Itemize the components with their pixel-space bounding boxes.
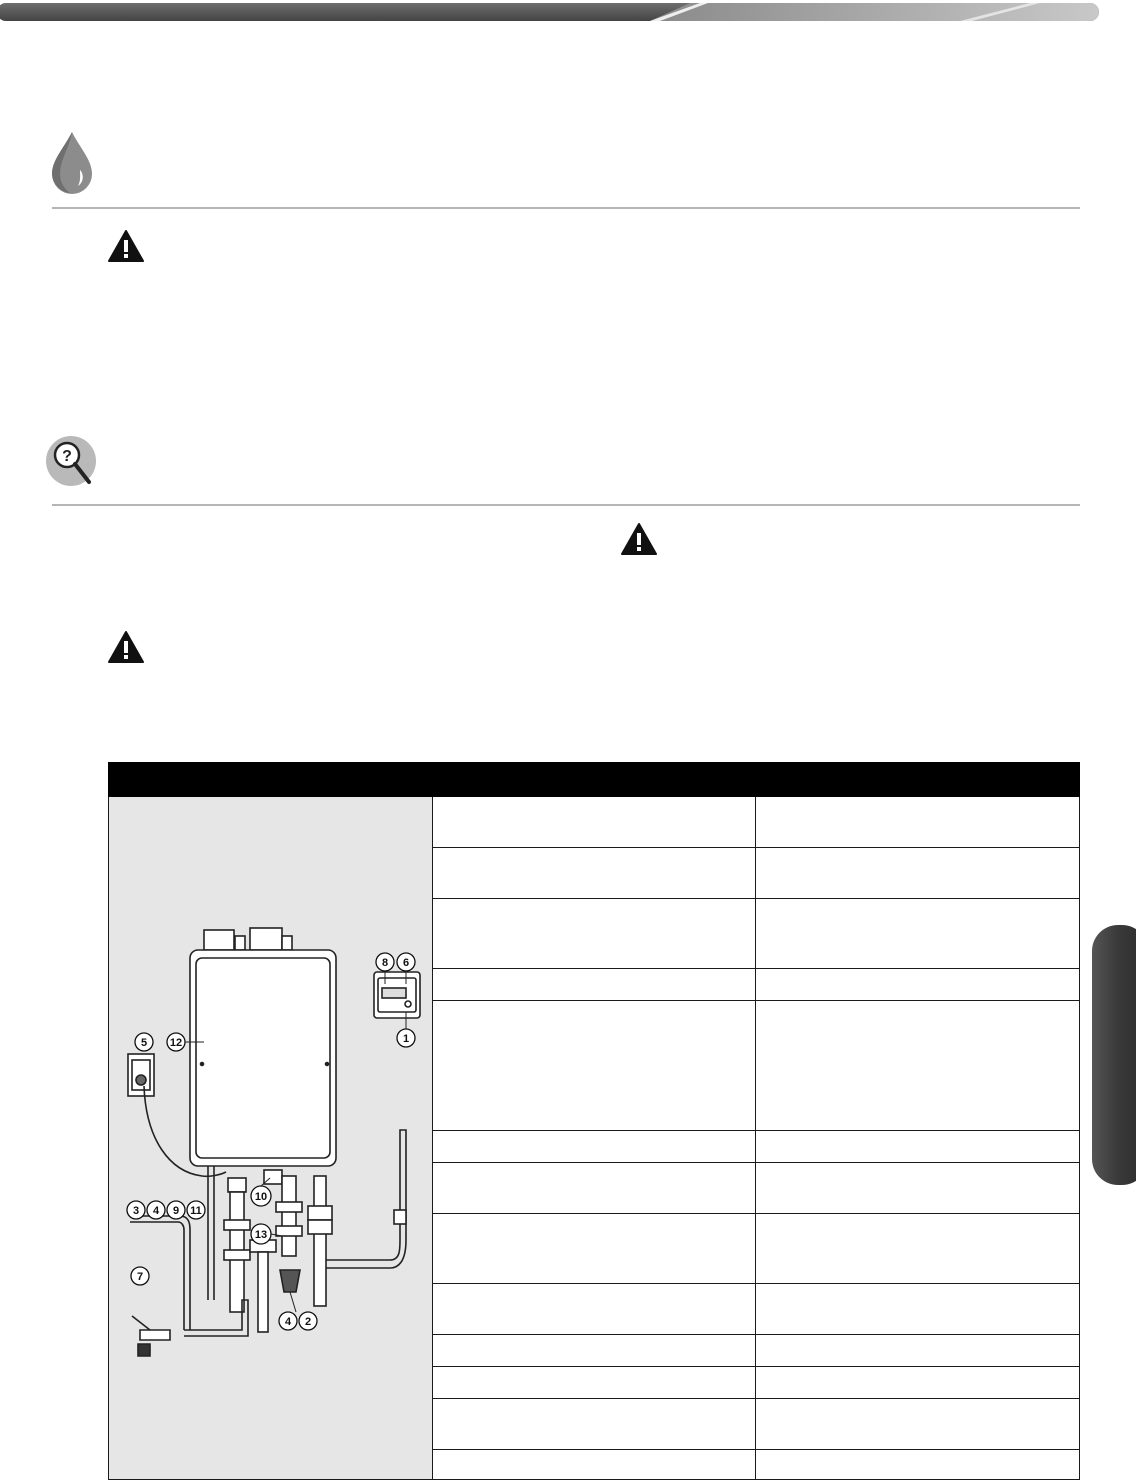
table-header-cell	[433, 763, 756, 797]
table-cell	[756, 969, 1080, 1001]
water-heater-installation-diagram	[110, 920, 430, 1360]
callout-label: 5	[140, 1037, 148, 1049]
callout-label: 3	[132, 1205, 140, 1217]
table-cell	[756, 1163, 1080, 1214]
callout-label: 2	[304, 1316, 312, 1328]
water-drop-icon	[46, 130, 96, 196]
table-cell	[433, 797, 756, 848]
callout-label: 4	[152, 1205, 160, 1217]
table-cell	[433, 848, 756, 899]
table-row	[109, 797, 1080, 848]
callout-label: 8	[381, 957, 389, 969]
table-cell	[756, 1367, 1080, 1399]
table-cell	[756, 848, 1080, 899]
table-cell	[433, 1399, 756, 1450]
table-cell	[433, 969, 756, 1001]
warning-triangle-icon	[107, 630, 145, 664]
table-cell	[433, 1163, 756, 1214]
table-cell	[433, 1214, 756, 1284]
section-divider-middle	[52, 504, 1080, 506]
callout-label: 12	[169, 1037, 183, 1049]
callout-label: 6	[402, 957, 410, 969]
callout-label: 4	[284, 1316, 292, 1328]
table-cell	[756, 1214, 1080, 1284]
table-cell	[756, 1335, 1080, 1367]
warning-triangle-icon	[107, 229, 145, 263]
side-chapter-tab	[1092, 925, 1136, 1185]
table-cell	[756, 1131, 1080, 1163]
table-cell	[756, 899, 1080, 969]
table-cell	[433, 1131, 756, 1163]
callout-label: 1	[402, 1033, 410, 1045]
warning-triangle-icon	[620, 522, 658, 556]
callout-label: 9	[172, 1205, 180, 1217]
callout-label: 13	[254, 1229, 268, 1241]
table-cell	[433, 1450, 756, 1480]
table-header-row	[109, 763, 1080, 797]
table-header-cell	[756, 763, 1080, 797]
table-cell	[433, 1335, 756, 1367]
table-header-cell	[109, 763, 433, 797]
section-divider-top	[52, 207, 1080, 209]
table-cell	[756, 797, 1080, 848]
callout-label: 10	[254, 1191, 268, 1203]
magnifier-question-icon	[44, 434, 102, 492]
callout-label: 11	[190, 1205, 202, 1217]
table-cell	[756, 1399, 1080, 1450]
table-cell	[756, 1450, 1080, 1480]
top-header-bar	[0, 0, 1136, 24]
table-cell	[756, 1284, 1080, 1335]
table-cell	[433, 899, 756, 969]
svg-text:?: ?	[62, 448, 72, 465]
callout-label: 7	[136, 1271, 144, 1283]
table-cell	[433, 1001, 756, 1131]
table-cell	[756, 1001, 1080, 1131]
table-cell	[433, 1284, 756, 1335]
table-cell	[433, 1367, 756, 1399]
